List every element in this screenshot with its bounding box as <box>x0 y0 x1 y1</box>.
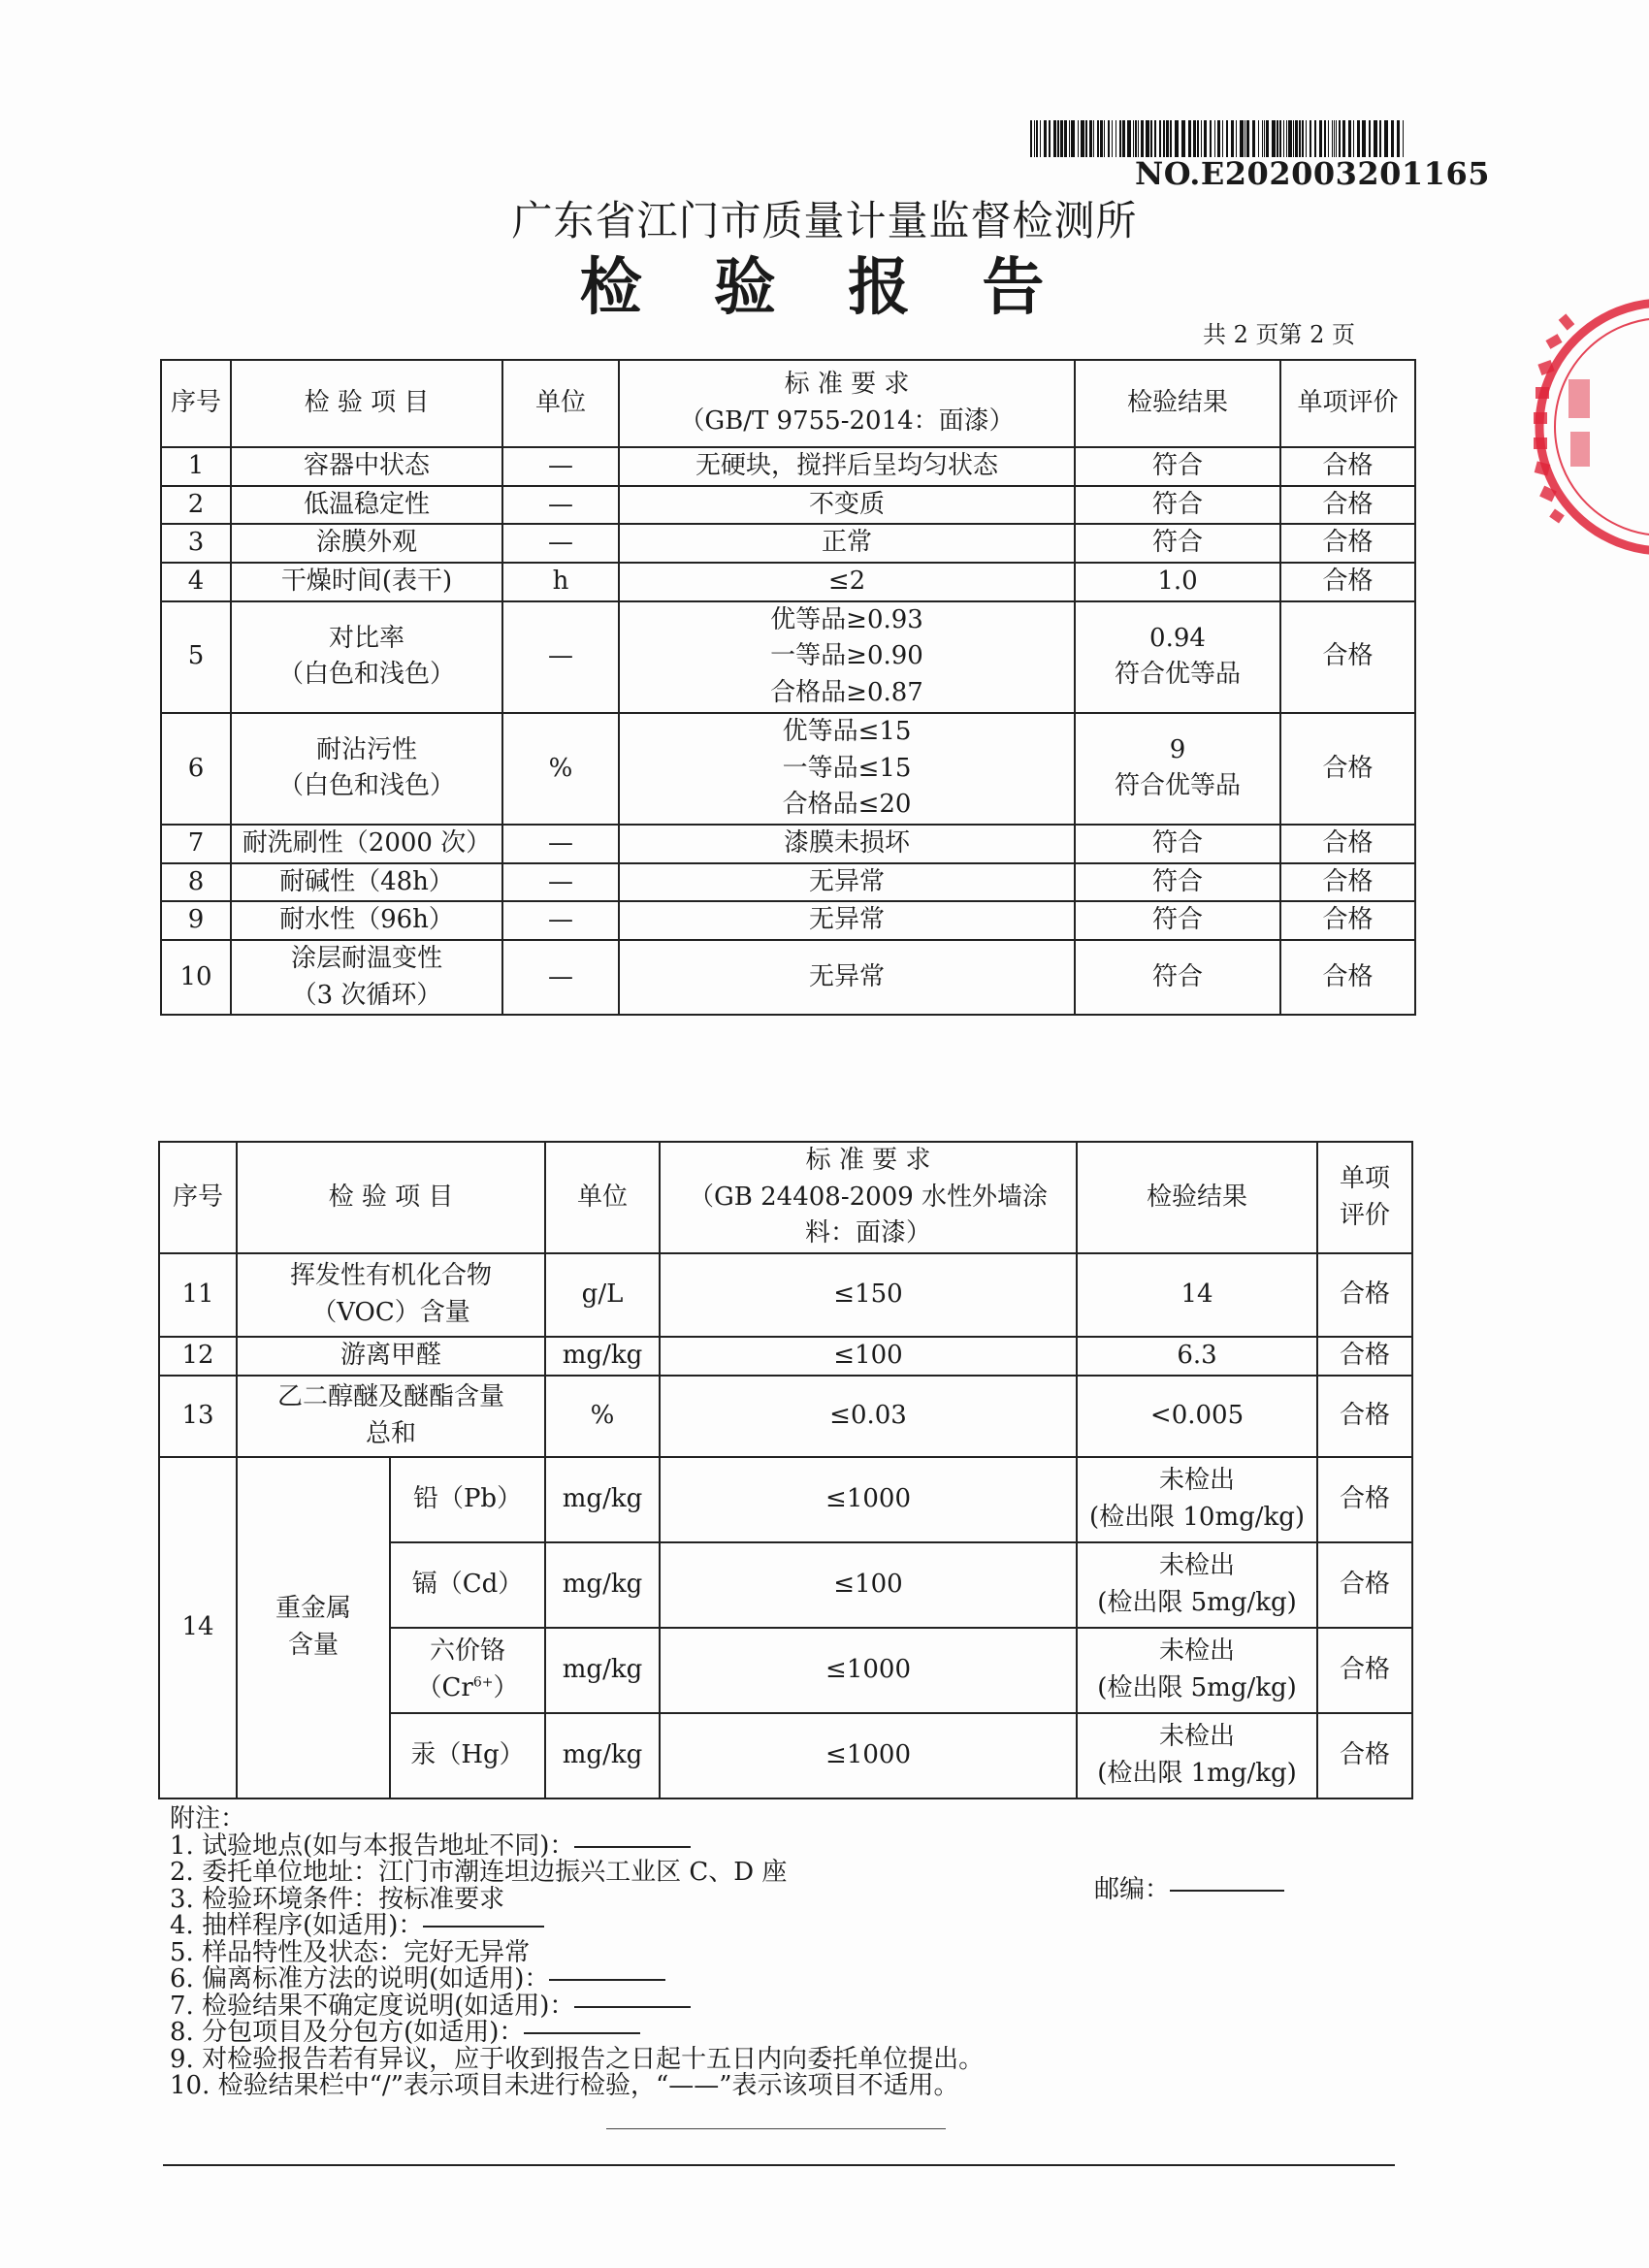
cell-unit: mg/kg <box>545 1713 660 1798</box>
barcode-bar <box>1057 120 1059 157</box>
table-row <box>161 901 1415 940</box>
header-unit: 单位 <box>545 1142 660 1253</box>
cell-result: 6.3 <box>1077 1337 1317 1376</box>
cell-item: 对比率 （白色和浅色） <box>231 601 502 713</box>
barcode-bar <box>1159 120 1161 157</box>
cell-subitem: 汞（Hg） <box>390 1713 545 1798</box>
barcode-bar <box>1302 120 1304 157</box>
cell-item: 干燥时间(表干) <box>231 563 502 601</box>
cell-no: 2 <box>161 486 231 525</box>
barcode-bar <box>1214 120 1215 157</box>
barcode-bar <box>1246 120 1249 157</box>
header-result: 检验结果 <box>1075 360 1280 447</box>
barcode-bar <box>1222 120 1223 157</box>
barcode-bar <box>1069 120 1070 157</box>
barcode-bar <box>1288 120 1292 157</box>
cell-item: 挥发性有机化合物 （VOC）含量 <box>237 1253 545 1337</box>
barcode-bar <box>1353 120 1354 157</box>
organization-name: 广东省江门市质量计量监督检测所 <box>511 197 1138 244</box>
blank-line <box>574 1846 691 1848</box>
cell-item: 耐沾污性 （白色和浅色） <box>231 713 502 825</box>
cell-standard: 无异常 <box>619 863 1075 902</box>
barcode-bar <box>1295 120 1298 157</box>
header-result: 检验结果 <box>1077 1142 1317 1253</box>
cell-no: 4 <box>161 563 231 601</box>
barcode-bar <box>1060 120 1063 157</box>
barcode-bar <box>1299 120 1301 157</box>
document-title: 检 验 报 告 <box>579 251 1070 324</box>
barcode-bar <box>1379 120 1381 157</box>
note-line-10: 10. 检验结果栏中“/”表示项目未进行检验，“——”表示该项目不适用。 <box>170 2071 959 2101</box>
cell-result: 符合 <box>1075 863 1280 902</box>
barcode-bar <box>1141 120 1144 157</box>
cell-subitem: 镉（Cd） <box>390 1542 545 1628</box>
barcode-bar <box>1339 120 1341 157</box>
barcode-bar <box>1138 120 1139 157</box>
barcode-bar <box>1334 120 1335 157</box>
barcode-bar <box>1217 120 1220 157</box>
cell-item: 耐碱性（48h） <box>231 863 502 902</box>
cell-judge: 合格 <box>1280 447 1415 486</box>
cell-result: <0.005 <box>1077 1376 1317 1457</box>
cell-standard: ≤0.03 <box>660 1376 1077 1457</box>
cell-judge: 合格 <box>1280 901 1415 940</box>
cell-result: 1.0 <box>1075 563 1280 601</box>
barcode-bar <box>1163 120 1165 157</box>
cell-judge: 合格 <box>1280 863 1415 902</box>
cell-no: 1 <box>161 447 231 486</box>
postcode-label: 邮编： <box>1094 1875 1171 1904</box>
barcode-bar <box>1201 120 1202 157</box>
barcode-bar <box>1034 120 1035 157</box>
cell-subitem: 铅（Pb） <box>390 1457 545 1542</box>
barcode-bar <box>1283 120 1284 157</box>
cell-no: 13 <box>159 1376 237 1457</box>
table1-header-row <box>161 360 1415 447</box>
barcode-bar <box>1150 120 1152 157</box>
cell-unit: mg/kg <box>545 1628 660 1713</box>
cell-judge: 合格 <box>1317 1713 1412 1798</box>
cell-no: 11 <box>159 1253 237 1337</box>
barcode-bar <box>1397 120 1400 157</box>
barcode-bar <box>1306 120 1307 157</box>
barcode-bar <box>1226 120 1228 157</box>
notes-title: 附注： <box>170 1804 246 1833</box>
cell-result: 符合 <box>1075 447 1280 486</box>
blank-line <box>549 1979 665 1981</box>
barcode-bar <box>1258 120 1259 157</box>
cell-item: 容器中状态 <box>231 447 502 486</box>
note-line-6: 6. 偏离标准方法的说明(如适用)： <box>170 1966 1431 1993</box>
cell-result: 符合 <box>1075 524 1280 563</box>
barcode-bar <box>1093 120 1094 157</box>
cell-standard: 不变质 <box>619 486 1075 525</box>
note-line-5: 5. 样品特性及状态：完好无异常 <box>170 1937 531 1967</box>
barcode-bar <box>1342 120 1345 157</box>
barcode-bar <box>1104 120 1105 157</box>
cell-standard: 正常 <box>619 524 1075 563</box>
cell-judge: 合格 <box>1280 825 1415 863</box>
blank-line <box>574 2006 691 2008</box>
barcode-bar <box>1181 120 1185 157</box>
barcode-bar <box>1210 120 1212 157</box>
signature-line <box>606 2128 946 2129</box>
cell-result: 未检出 (检出限 5mg/kg) <box>1077 1542 1317 1628</box>
cell-no: 5 <box>161 601 231 713</box>
cell-result: 未检出 (检出限 1mg/kg) <box>1077 1713 1317 1798</box>
cell-standard: ≤1000 <box>660 1628 1077 1713</box>
cell-result: 14 <box>1077 1253 1317 1337</box>
barcode-bar <box>1100 120 1103 157</box>
report-number: NO.E202003201165 <box>1135 155 1490 192</box>
cell-standard: 无异常 <box>619 940 1075 1015</box>
barcode-bar <box>1236 120 1237 157</box>
barcode-bar <box>1154 120 1156 157</box>
barcode-bar <box>1030 120 1032 157</box>
barcode-bar <box>1166 120 1169 157</box>
barcode-bar <box>1374 120 1377 157</box>
page-info: 共 2 页第 2 页 <box>1203 321 1356 348</box>
cell-subitem <box>390 1628 545 1713</box>
cell-no: 3 <box>161 524 231 563</box>
cell-unit: mg/kg <box>545 1457 660 1542</box>
cell-result: 未检出 (检出限 5mg/kg) <box>1077 1628 1317 1713</box>
barcode-bar <box>1264 120 1265 157</box>
barcode-bar <box>1064 120 1067 157</box>
subitem-close: ） <box>493 1672 519 1702</box>
note-line-9: 9. 对检验报告若有异议，应于收到报告之日起十五日内向委托单位提出。 <box>170 2044 985 2074</box>
cell-standard: 无异常 <box>619 901 1075 940</box>
table-row-heavy-metal <box>159 1457 1412 1542</box>
barcode-bar <box>1081 120 1084 157</box>
table-row <box>159 1337 1412 1376</box>
cell-standard: ≤100 <box>660 1542 1077 1628</box>
note-line-7: 7. 检验结果不确定度说明(如适用)： <box>170 1993 1431 2021</box>
barcode-bar <box>1133 120 1134 157</box>
table-row <box>159 1376 1412 1457</box>
cell-item: 低温稳定性 <box>231 486 502 525</box>
cell-unit: — <box>502 447 619 486</box>
cell-result: 符合 <box>1075 901 1280 940</box>
cell-judge: 合格 <box>1280 563 1415 601</box>
barcode <box>1030 120 1404 157</box>
cell-judge: 合格 <box>1317 1253 1412 1337</box>
barcode-bar <box>1071 120 1075 157</box>
barcode-bar <box>1040 120 1041 157</box>
cell-result: 符合 <box>1075 940 1280 1015</box>
barcode-bar <box>1127 120 1131 157</box>
test-results-table-1 <box>160 359 1416 1016</box>
cell-unit: — <box>502 863 619 902</box>
barcode-bar <box>1204 120 1207 157</box>
barcode-bar <box>1266 120 1269 157</box>
note-line-8: 8. 分包项目及分包方(如适用)： <box>170 2020 1431 2047</box>
cell-no: 10 <box>161 940 231 1015</box>
cell-standard: 优等品≥0.93 一等品≥0.90 合格品≥0.87 <box>619 601 1075 713</box>
cell-result: 9 符合优等品 <box>1075 713 1280 825</box>
barcode-bar <box>1108 120 1110 157</box>
table-row <box>161 447 1415 486</box>
cell-no: 12 <box>159 1337 237 1376</box>
cell-item: 游离甲醛 <box>237 1337 545 1376</box>
cell-item: 乙二醇醚及醚酯含量 总和 <box>237 1376 545 1457</box>
barcode-bar <box>1085 120 1087 157</box>
header-standard: 标 准 要 求 （GB 24408-2009 水性外墙涂 料：面漆） <box>660 1142 1077 1253</box>
header-judge: 单项 评价 <box>1317 1142 1412 1253</box>
barcode-bar <box>1362 120 1366 157</box>
cell-judge: 合格 <box>1317 1337 1412 1376</box>
notes-section <box>170 1806 1431 2100</box>
barcode-bar <box>1112 120 1113 157</box>
table-row <box>161 524 1415 563</box>
barcode-bar <box>1044 120 1047 157</box>
cell-no: 7 <box>161 825 231 863</box>
postcode <box>1094 1869 1284 1905</box>
cell-unit: — <box>502 825 619 863</box>
cell-judge: 合格 <box>1280 601 1415 713</box>
barcode-bar <box>1036 120 1038 157</box>
barcode-bar <box>1391 120 1394 157</box>
barcode-bar <box>1272 120 1276 157</box>
cell-unit: g/L <box>545 1253 660 1337</box>
barcode-bar <box>1188 120 1191 157</box>
table-row <box>161 863 1415 902</box>
cell-no: 8 <box>161 863 231 902</box>
cell-standard: 优等品≤15 一等品≤15 合格品≤20 <box>619 713 1075 825</box>
barcode-bar <box>1324 120 1326 157</box>
cell-unit: % <box>545 1376 660 1457</box>
barcode-bar <box>1053 120 1056 157</box>
barcode-bar <box>1097 120 1099 157</box>
table-row <box>159 1253 1412 1337</box>
cell-result: 符合 <box>1075 825 1280 863</box>
cell-result: 0.94 符合优等品 <box>1075 601 1280 713</box>
cell-result: 未检出 (检出限 10mg/kg) <box>1077 1457 1317 1542</box>
header-item: 检 验 项 目 <box>231 360 502 447</box>
blank-line <box>423 1926 544 1928</box>
barcode-bar <box>1135 120 1137 157</box>
cell-item: 耐洗刷性（2000 次） <box>231 825 502 863</box>
subitem-main: 六价铬 <box>430 1636 506 1667</box>
blank-line <box>1170 1890 1284 1892</box>
header-unit: 单位 <box>502 360 619 447</box>
cell-unit: — <box>502 940 619 1015</box>
note-line-1: 1. 试验地点(如与本报告地址不同)： <box>170 1833 1431 1861</box>
barcode-bar <box>1262 120 1263 157</box>
cell-unit: mg/kg <box>545 1542 660 1628</box>
header-no: 序号 <box>161 360 231 447</box>
cell-unit: — <box>502 901 619 940</box>
cell-unit: — <box>502 524 619 563</box>
header-no: 序号 <box>159 1142 237 1253</box>
cell-standard: ≤150 <box>660 1253 1077 1337</box>
cell-no: 9 <box>161 901 231 940</box>
barcode-bar <box>1240 120 1244 157</box>
barcode-bar <box>1310 120 1311 157</box>
cell-judge: 合格 <box>1317 1542 1412 1628</box>
cell-no: 6 <box>161 713 231 825</box>
barcode-bar <box>1348 120 1351 157</box>
cell-item: 涂膜外观 <box>231 524 502 563</box>
cell-no: 14 <box>159 1457 237 1798</box>
test-results-table-2 <box>158 1141 1413 1799</box>
note-line-3: 3. 检验环境条件：按标准要求 <box>170 1884 505 1914</box>
cell-unit: % <box>502 713 619 825</box>
barcode-bar <box>1279 120 1281 157</box>
cell-standard: 漆膜未损坏 <box>619 825 1075 863</box>
cell-standard: 无硬块，搅拌后呈均匀状态 <box>619 447 1075 486</box>
footer-rule <box>163 2164 1395 2166</box>
cell-judge: 合格 <box>1280 524 1415 563</box>
barcode-bar <box>1231 120 1234 157</box>
barcode-bar <box>1078 120 1079 157</box>
barcode-bar <box>1286 120 1287 157</box>
cell-judge: 合格 <box>1280 486 1415 525</box>
barcode-bar <box>1336 120 1337 157</box>
cell-unit: mg/kg <box>545 1337 660 1376</box>
header-item: 检 验 项 目 <box>237 1142 545 1253</box>
barcode-bar <box>1369 120 1371 157</box>
table-row <box>161 825 1415 863</box>
barcode-bar <box>1403 120 1404 157</box>
cell-standard: ≤1000 <box>660 1457 1077 1542</box>
cell-result: 符合 <box>1075 486 1280 525</box>
cell-unit: — <box>502 486 619 525</box>
cell-item: 耐水性（96h） <box>231 901 502 940</box>
header-judge: 单项评价 <box>1280 360 1415 447</box>
barcode-bar <box>1357 120 1360 157</box>
subitem-superscript: 6+ <box>472 1674 494 1691</box>
barcode-bar <box>1328 120 1329 157</box>
barcode-bar <box>1170 120 1172 157</box>
barcode-bar <box>1293 120 1294 157</box>
barcode-bar <box>1332 120 1333 157</box>
barcode-bar <box>1089 120 1092 157</box>
barcode-bar <box>1252 120 1255 157</box>
cell-unit: h <box>502 563 619 601</box>
barcode-bar <box>1049 120 1051 157</box>
barcode-bar <box>1122 120 1125 157</box>
table-row <box>161 563 1415 601</box>
barcode-bar <box>1277 120 1278 157</box>
cell-judge: 合格 <box>1317 1376 1412 1457</box>
barcode-bar <box>1193 120 1196 157</box>
blank-line <box>524 2032 640 2034</box>
note-line-4: 4. 抽样程序(如适用)： <box>170 1913 1431 1940</box>
cell-item: 涂层耐温变性 （3 次循环） <box>231 940 502 1015</box>
table-row <box>161 713 1415 825</box>
barcode-bar <box>1197 120 1199 157</box>
barcode-bar <box>1146 120 1149 157</box>
barcode-bar <box>1319 120 1322 157</box>
cell-judge: 合格 <box>1317 1628 1412 1713</box>
table-row <box>161 486 1415 525</box>
table2-header-row <box>159 1142 1412 1253</box>
barcode-bar <box>1384 120 1388 157</box>
official-seal-stamp <box>1470 286 1649 567</box>
barcode-bar <box>1175 120 1179 157</box>
subitem-formula: （Cr <box>416 1672 473 1702</box>
table-row <box>161 940 1415 1015</box>
header-standard: 标 准 要 求 （GB/T 9755-2014：面漆） <box>619 360 1075 447</box>
cell-judge: 合格 <box>1280 713 1415 825</box>
barcode-bar <box>1119 120 1121 157</box>
cell-judge: 合格 <box>1280 940 1415 1015</box>
cell-judge: 合格 <box>1317 1457 1412 1542</box>
cell-unit: — <box>502 601 619 713</box>
table-row <box>161 601 1415 713</box>
barcode-bar <box>1314 120 1316 157</box>
note-line-2: 2. 委托单位地址：江门市潮连坦边振兴工业区 C、D 座 <box>170 1858 788 1888</box>
cell-standard: ≤2 <box>619 563 1075 601</box>
cell-standard: ≤1000 <box>660 1713 1077 1798</box>
cell-group: 重金属 含量 <box>237 1457 390 1798</box>
cell-standard: ≤100 <box>660 1337 1077 1376</box>
